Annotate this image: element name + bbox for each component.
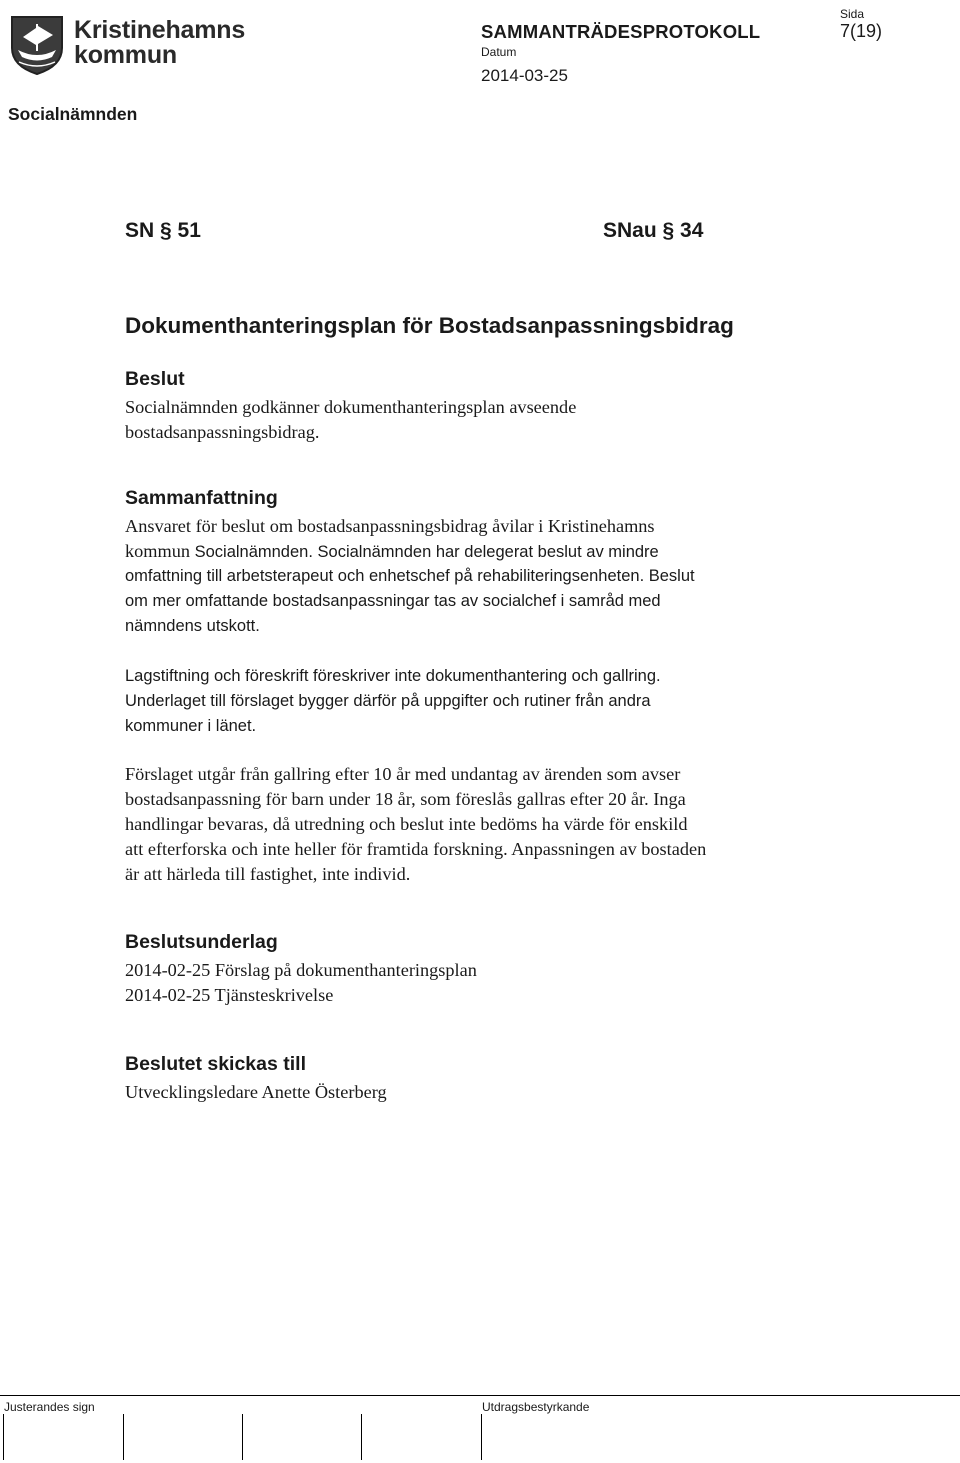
sammanfattning-paragraph-1 bbox=[125, 514, 825, 565]
sammanfattning-line: kommuner i länet. bbox=[125, 717, 257, 735]
signature-box-divider bbox=[481, 1414, 482, 1460]
page-number: 7(19) bbox=[840, 21, 883, 41]
municipality-logo bbox=[9, 14, 65, 76]
sammanfattning-line: bostadsanpassning för barn under 18 år, som föreslås gallras efter 20 år. Inga bbox=[125, 789, 686, 809]
sammanfattning-line: handlingar bevaras, då utredning och beslut inte bedöms ha värde för enskild bbox=[125, 814, 688, 834]
snau-paragraph-number: SNau § 34 bbox=[603, 219, 704, 242]
organisation-name: Socialnämnden bbox=[8, 104, 138, 124]
sammanfattning-paragraph-3 bbox=[125, 762, 825, 887]
logo-wordmark bbox=[74, 18, 245, 68]
beslut-line: bostadsanpassningsbidrag. bbox=[125, 422, 320, 442]
beslutsunderlag-list bbox=[125, 958, 825, 1008]
beslutsunderlag-item: 2014-02-25 Förslag på dokumenthanteringsplan bbox=[125, 960, 477, 980]
sammanfattning-line: Förslaget utgår från gallring efter 10 år med undantag av ärenden som avser bbox=[125, 764, 681, 784]
footer-rule bbox=[0, 1395, 960, 1396]
signature-box-divider bbox=[123, 1414, 124, 1460]
skickas-till-recipient bbox=[125, 1080, 825, 1105]
justerandes-sign-label: Justerandes sign bbox=[4, 1400, 95, 1414]
beslutsunderlag-item: 2014-02-25 Tjänsteskrivelse bbox=[125, 985, 334, 1005]
logo-wordmark-line2: kommun bbox=[74, 41, 177, 69]
document-title: Dokumenthanteringsplan för Bostadsanpassningsbidrag bbox=[125, 313, 734, 338]
sammanfattning-line: omfattning till arbetsterapeut och enhetschef på rehabiliteringsenheten. Beslut bbox=[125, 567, 695, 585]
document-type: SAMMANTRÄDESPROTOKOLL bbox=[481, 21, 761, 42]
sammanfattning-line: Lagstiftning och föreskrift föreskriver inte dokumenthantering och gallring. bbox=[125, 667, 661, 685]
beslutsunderlag-heading: Beslutsunderlag bbox=[125, 931, 278, 953]
sammanfattning-line: att efterforska och inte heller för framtida forskning. Anpassningen av bostaden bbox=[125, 839, 707, 859]
beslut-heading: Beslut bbox=[125, 368, 185, 390]
beslut-line: Socialnämnden godkänner dokumenthanteringsplan avseende bbox=[125, 397, 577, 417]
sammanfattning-line: Ansvaret för beslut om bostadsanpassningsbidrag åvilar i Kristinehamns bbox=[125, 516, 655, 536]
sammanfattning-paragraph-2 bbox=[125, 664, 825, 739]
sammanfattning-line bbox=[125, 539, 825, 565]
logo-wordmark-line1: Kristinehamns bbox=[74, 16, 246, 44]
sammanfattning-line: är att härleda till fastighet, inte individ. bbox=[125, 864, 411, 884]
sammanfattning-fragment: kommun bbox=[125, 541, 191, 561]
sammanfattning-paragraph-1-cont bbox=[125, 564, 825, 639]
signature-box-divider bbox=[3, 1414, 4, 1460]
utdragsbestyrkande-label: Utdragsbestyrkande bbox=[482, 1400, 590, 1414]
beslut-text bbox=[125, 395, 825, 445]
sammanfattning-line: om mer omfattande bostadsanpassningar tas av socialchef i samråd med bbox=[125, 592, 661, 610]
sammanfattning-fragment: Socialnämnden. Socialnämnden har delegerat beslut av mindre bbox=[194, 543, 659, 561]
page-label: Sida bbox=[840, 7, 865, 21]
recipient-line: Utvecklingsledare Anette Österberg bbox=[125, 1082, 387, 1102]
signature-box-divider bbox=[361, 1414, 362, 1460]
meeting-date: 2014-03-25 bbox=[481, 66, 568, 85]
skickas-till-heading: Beslutet skickas till bbox=[125, 1053, 307, 1075]
sn-paragraph-number: SN § 51 bbox=[125, 219, 201, 242]
date-label: Datum bbox=[481, 45, 517, 59]
signature-box-divider bbox=[242, 1414, 243, 1460]
sammanfattning-line: Underlaget till förslaget bygger därför på uppgifter och rutiner från andra bbox=[125, 692, 651, 710]
sammanfattning-heading: Sammanfattning bbox=[125, 487, 278, 509]
sammanfattning-line: nämndens utskott. bbox=[125, 617, 260, 635]
